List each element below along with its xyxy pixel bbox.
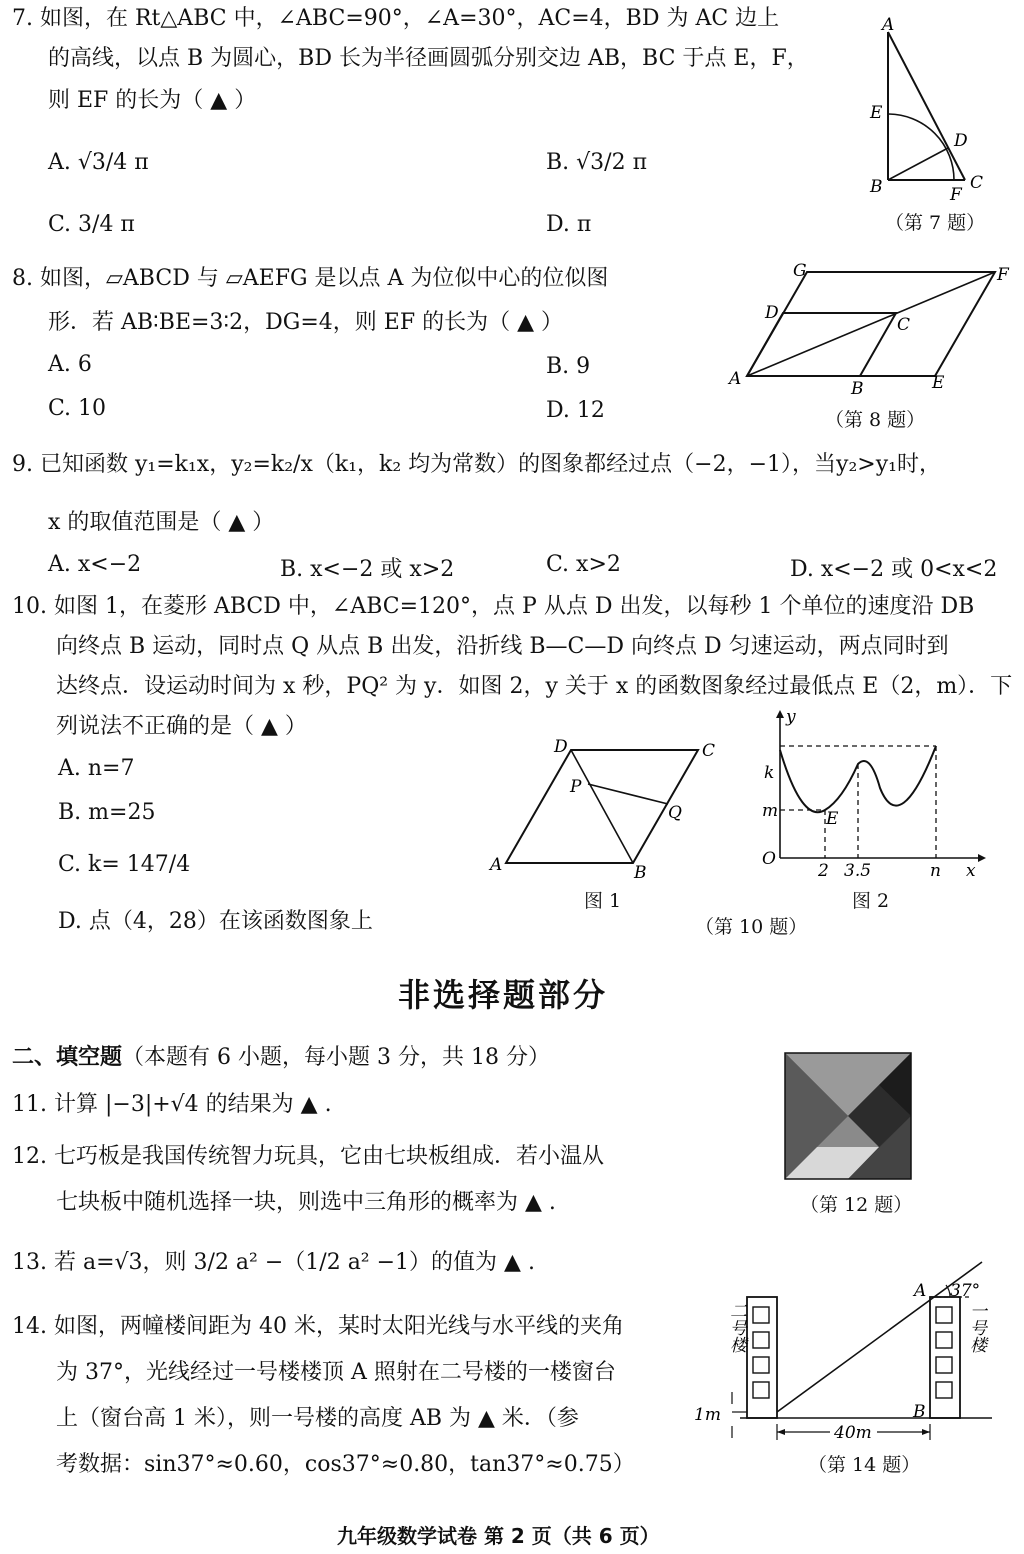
q14-caption: （第 14 题） (808, 1454, 921, 1476)
label-g: G (793, 261, 807, 281)
q8-figure (725, 258, 1020, 398)
tick-3-5: 3.5 (844, 861, 872, 881)
q8-line1: 8. 如图，▱ABCD 与 ▱AEFG 是以点 A 为位似中心的位似图 (12, 266, 609, 291)
label-m: m (762, 801, 779, 821)
label-b: B (851, 379, 864, 399)
label-c: C (702, 741, 716, 761)
label-e: E (932, 373, 945, 393)
label-x: x (966, 861, 976, 881)
q10-option-d: D. 点（4，28）在该函数图象上 (58, 909, 373, 934)
q8-caption: （第 8 题） (825, 409, 926, 431)
q10-line1: 10. 如图 1，在菱形 ABCD 中，∠ABC=120°，点 P 从点 D 出发，以每秒 1 个单位的速度沿 DB (12, 594, 975, 619)
q13-text: 13. 若 a=√3，则 3/2 a² −（1/2 a² −1）的值为 ▲ . (12, 1250, 535, 1275)
y-axis-arrow (776, 710, 784, 718)
segment-pq (588, 784, 668, 804)
q7-line1: 7. 如图，在 Rt△ABC 中，∠ABC=90°，∠A=30°，AC=4，BD 为 AC 边上 (12, 6, 780, 31)
x-axis-arrow (978, 854, 986, 862)
label-40m: 40m (834, 1423, 872, 1443)
q9-option-c: C. x>2 (546, 552, 621, 577)
label-p: P (570, 777, 582, 797)
label-d: D (554, 737, 568, 757)
tick-n: n (930, 861, 941, 881)
q7-option-c: C. 3/4 π (48, 212, 135, 237)
q7-figure (860, 15, 1000, 205)
page-footer: 九年级数学试卷 第 2 页（共 6 页） (337, 1524, 660, 1548)
label-y: y (786, 707, 796, 727)
q7-option-a: A. √3/4 π (48, 150, 149, 175)
label-f: F (997, 265, 1009, 285)
label-a: A (729, 369, 742, 389)
q10-option-b: B. m=25 (58, 800, 156, 825)
label-e: E (870, 103, 883, 123)
section2-title: 二、填空题 (12, 1045, 123, 1070)
part-title: 非选择题部分 (398, 976, 609, 1014)
label-1m: 1m (694, 1405, 721, 1425)
label-f: F (950, 185, 962, 205)
q8-option-b: B. 9 (546, 354, 591, 379)
label-o: O (762, 849, 776, 869)
diagonal-af (747, 272, 995, 376)
label-c: C (897, 315, 911, 335)
q9-option-a: A. x<−2 (48, 552, 142, 577)
label-a: A (882, 15, 895, 35)
q12-caption: （第 12 题） (800, 1194, 913, 1216)
q10-figure2 (750, 706, 990, 886)
label-e: E (826, 809, 839, 829)
q10-line4: 列说法不正确的是（ ▲ ） (56, 714, 307, 739)
q9-line2: x 的取值范围是（ ▲ ） (48, 510, 275, 535)
q12-line1: 12. 七巧板是我国传统智力玩具，它由七块板组成．若小温从 (12, 1144, 604, 1169)
q10-fig1-caption: 图 1 (584, 890, 622, 912)
q14-line4: 考数据：sin37°≈0.60，cos37°≈0.80，tan37°≈0.75） (56, 1452, 635, 1477)
q10-figure1 (488, 736, 728, 886)
q10-fig2-caption: 图 2 (852, 890, 890, 912)
label-c: C (970, 173, 984, 193)
q9-option-b: B. x<−2 或 x>2 (280, 557, 455, 582)
q8-option-d: D. 12 (546, 398, 605, 423)
label-building-two: 二号楼 (726, 1302, 746, 1353)
diagonal-db (571, 750, 633, 863)
arc-ef (888, 114, 954, 180)
q10-line3: 达终点．设运动时间为 x 秒，PQ² 为 y．如图 2，y 关于 x 的函数图象经过最低点 E（2，m）．下 (56, 674, 1013, 699)
q14-figure (692, 1262, 1002, 1452)
q14-line3: 上（窗台高 1 米），则一号楼的高度 AB 为 ▲ 米．（参 (56, 1406, 579, 1431)
q10-caption: （第 10 题） (695, 916, 808, 938)
q10-option-c: C. k= 147/4 (58, 852, 191, 877)
label-b: B (634, 863, 647, 883)
label-d: D (954, 131, 968, 151)
q10-line2: 向终点 B 运动，同时点 Q 从点 B 出发，沿折线 B—C—D 向终点 D 匀速运动，两点同时到 (56, 634, 949, 659)
tangram-figure (785, 1053, 911, 1179)
segment-ac (888, 32, 965, 180)
label-d: D (765, 303, 779, 323)
q10-option-a: A. n=7 (58, 756, 135, 781)
q11-text: 11. 计算 |−3|+√4 的结果为 ▲ . (12, 1092, 332, 1117)
label-b: B (913, 1402, 926, 1422)
q7-option-d: D. π (546, 212, 592, 237)
segment-bd (888, 148, 948, 180)
q7-caption: （第 7 题） (885, 212, 986, 234)
section2-heading (12, 1040, 550, 1071)
q14-line2: 为 37°，光线经过一号楼楼顶 A 照射在二号楼的一楼窗台 (56, 1360, 616, 1385)
q12-line2: 七块板中随机选择一块，则选中三角形的概率为 ▲ . (56, 1190, 556, 1215)
label-a: A (914, 1281, 927, 1301)
q7-line3: 则 EF 的长为（ ▲ ） (48, 88, 257, 113)
q7-line2: 的高线，以点 B 为圆心，BD 长为半径画圆弧分别交边 AB，BC 于点 E，F， (48, 46, 809, 71)
q9-line1: 9. 已知函数 y₁=k₁x，y₂=k₂/x（k₁，k₂ 均为常数）的图象都经过点（−2，−1），当y₂>y₁时， (12, 452, 941, 477)
label-building-one: 一号楼 (966, 1302, 986, 1353)
label-k: k (764, 763, 775, 783)
q9-option-d: D. x<−2 或 0<x<2 (790, 557, 998, 582)
section2-note: （本题有 6 小题，每小题 3 分，共 18 分） (122, 1045, 550, 1070)
label-angle: 37° (950, 1281, 981, 1301)
q8-option-c: C. 10 (48, 396, 107, 421)
label-b: B (870, 177, 883, 197)
q8-line2: 形．若 AB∶BE=3∶2，DG=4，则 EF 的长为（ ▲ ） (48, 310, 564, 335)
q8-option-a: A. 6 (48, 352, 92, 377)
tick-2: 2 (818, 861, 829, 881)
q7-option-b: B. √3/2 π (546, 150, 648, 175)
label-a: A (490, 855, 503, 875)
q14-line1: 14. 如图，两幢楼间距为 40 米，某时太阳光线与水平线的夹角 (12, 1314, 624, 1339)
label-q: Q (668, 803, 682, 823)
